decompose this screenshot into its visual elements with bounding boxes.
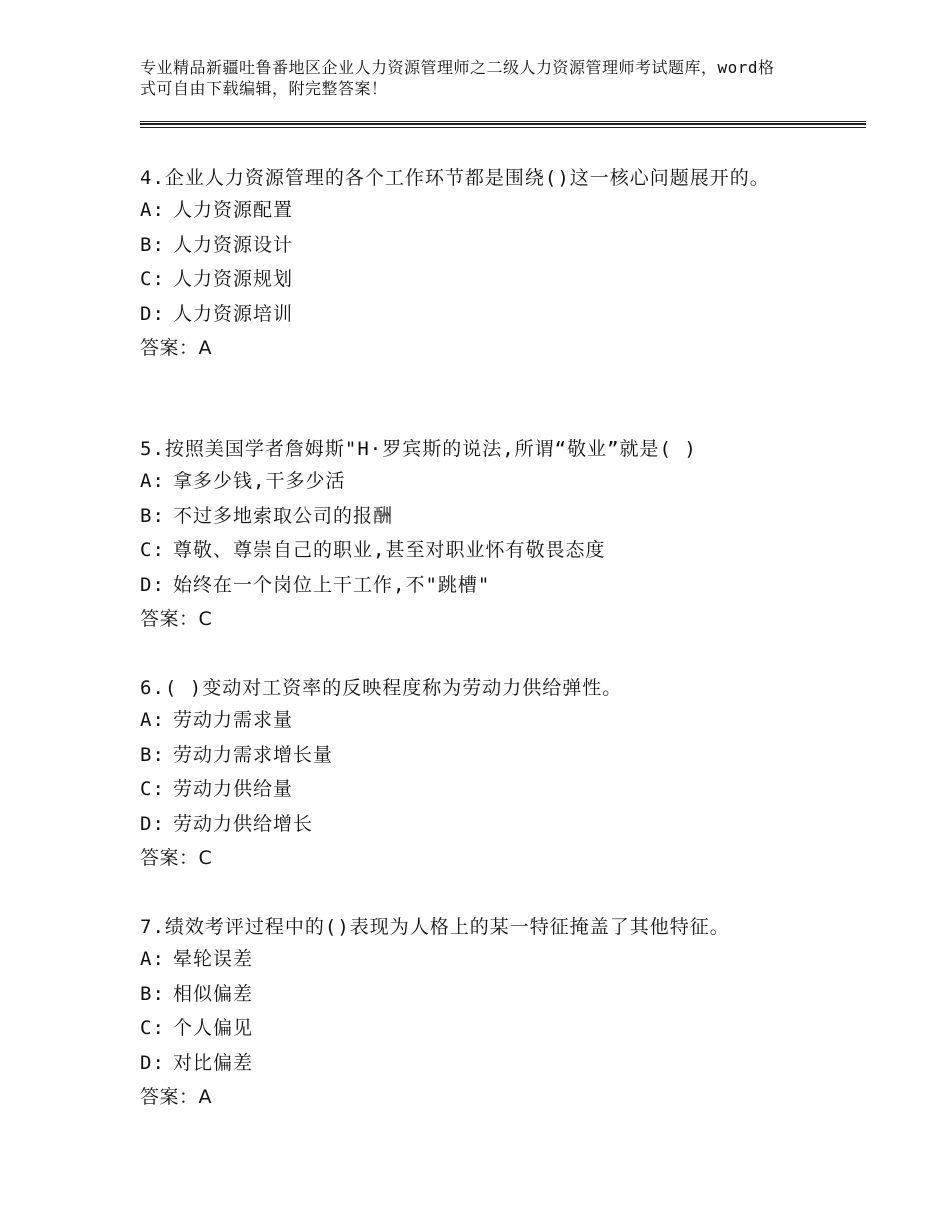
- option-text: 相似偏差: [173, 982, 254, 1005]
- option-text: 劳动力供给增长: [173, 812, 314, 835]
- question-stem: 5.按照美国学者詹姆斯"H·罗宾斯的说法,所谓“敬业”就是( ): [140, 438, 697, 460]
- question-block: [140, 163, 780, 365]
- option-letter: A:: [140, 199, 165, 221]
- header-rule-bottom: [140, 127, 866, 128]
- option-text: 不过多地索取公司的报酬: [173, 504, 394, 527]
- answer-line: 答案：C: [140, 847, 213, 869]
- question-stem: 6.( )变动对工资率的反映程度称为劳动力供给弹性。: [140, 677, 623, 699]
- option-text: 人力资源配置: [173, 199, 294, 221]
- option-d: [140, 568, 780, 603]
- option-b: [140, 228, 780, 263]
- option-letter: D:: [140, 1051, 165, 1074]
- option-letter: D:: [140, 573, 165, 596]
- answer-line: 答案：A: [140, 1086, 212, 1108]
- option-text: 劳动力需求量: [173, 709, 294, 731]
- option-text: 劳动力供给量: [173, 778, 294, 800]
- option-b: [140, 738, 780, 773]
- question-stem: 4.企业人力资源管理的各个工作环节都是围绕()这一核心问题展开的。: [140, 167, 770, 189]
- option-letter: B:: [140, 504, 165, 527]
- option-c: [140, 1011, 780, 1046]
- header-title: 专业精品新疆吐鲁番地区企业人力资源管理师之二级人力资源管理师考试题库，word格式可自由下载编辑，附完整答案！: [140, 58, 775, 98]
- option-letter: B:: [140, 982, 165, 1005]
- option-b: [140, 499, 780, 534]
- option-text: 拿多少钱,干多少活: [173, 470, 346, 492]
- option-a: [140, 703, 780, 738]
- question-block: [140, 673, 780, 875]
- option-d: [140, 1046, 780, 1081]
- option-a: [140, 193, 780, 228]
- document-header: [140, 57, 790, 99]
- option-c: [140, 262, 780, 297]
- option-text: 劳动力需求增长量: [173, 743, 334, 766]
- option-text: 人力资源规划: [173, 268, 294, 290]
- header-rule-middle: [140, 123, 866, 125]
- option-text: 人力资源设计: [173, 233, 294, 256]
- question-block: [140, 912, 780, 1114]
- header-rule-top: [140, 121, 866, 122]
- answer-line: 答案：C: [140, 608, 213, 630]
- option-letter: B:: [140, 233, 165, 256]
- option-text: 始终在一个岗位上干工作,不"跳槽": [173, 573, 491, 596]
- option-letter: A:: [140, 470, 165, 492]
- option-c: [140, 772, 780, 807]
- option-a: [140, 942, 780, 977]
- option-letter: B:: [140, 743, 165, 766]
- option-letter: C:: [140, 1017, 165, 1039]
- option-c: [140, 533, 780, 568]
- option-a: [140, 464, 780, 499]
- option-text: 人力资源培训: [173, 302, 294, 325]
- option-letter: A:: [140, 709, 165, 731]
- option-letter: D:: [140, 302, 165, 325]
- answer-line: 答案：A: [140, 337, 212, 359]
- option-text: 个人偏见: [173, 1017, 254, 1039]
- option-text: 尊敬、尊崇自己的职业,甚至对职业怀有敬畏态度: [173, 539, 606, 561]
- option-letter: A:: [140, 948, 165, 970]
- option-letter: C:: [140, 778, 165, 800]
- option-letter: D:: [140, 812, 165, 835]
- option-text: 对比偏差: [173, 1051, 254, 1074]
- option-d: [140, 297, 780, 332]
- question-stem: 7.绩效考评过程中的()表现为人格上的某一特征掩盖了其他特征。: [140, 916, 730, 938]
- option-letter: C:: [140, 268, 165, 290]
- option-b: [140, 977, 780, 1012]
- option-letter: C:: [140, 539, 165, 561]
- question-block: [140, 434, 780, 636]
- option-text: 晕轮误差: [173, 948, 254, 970]
- option-d: [140, 807, 780, 842]
